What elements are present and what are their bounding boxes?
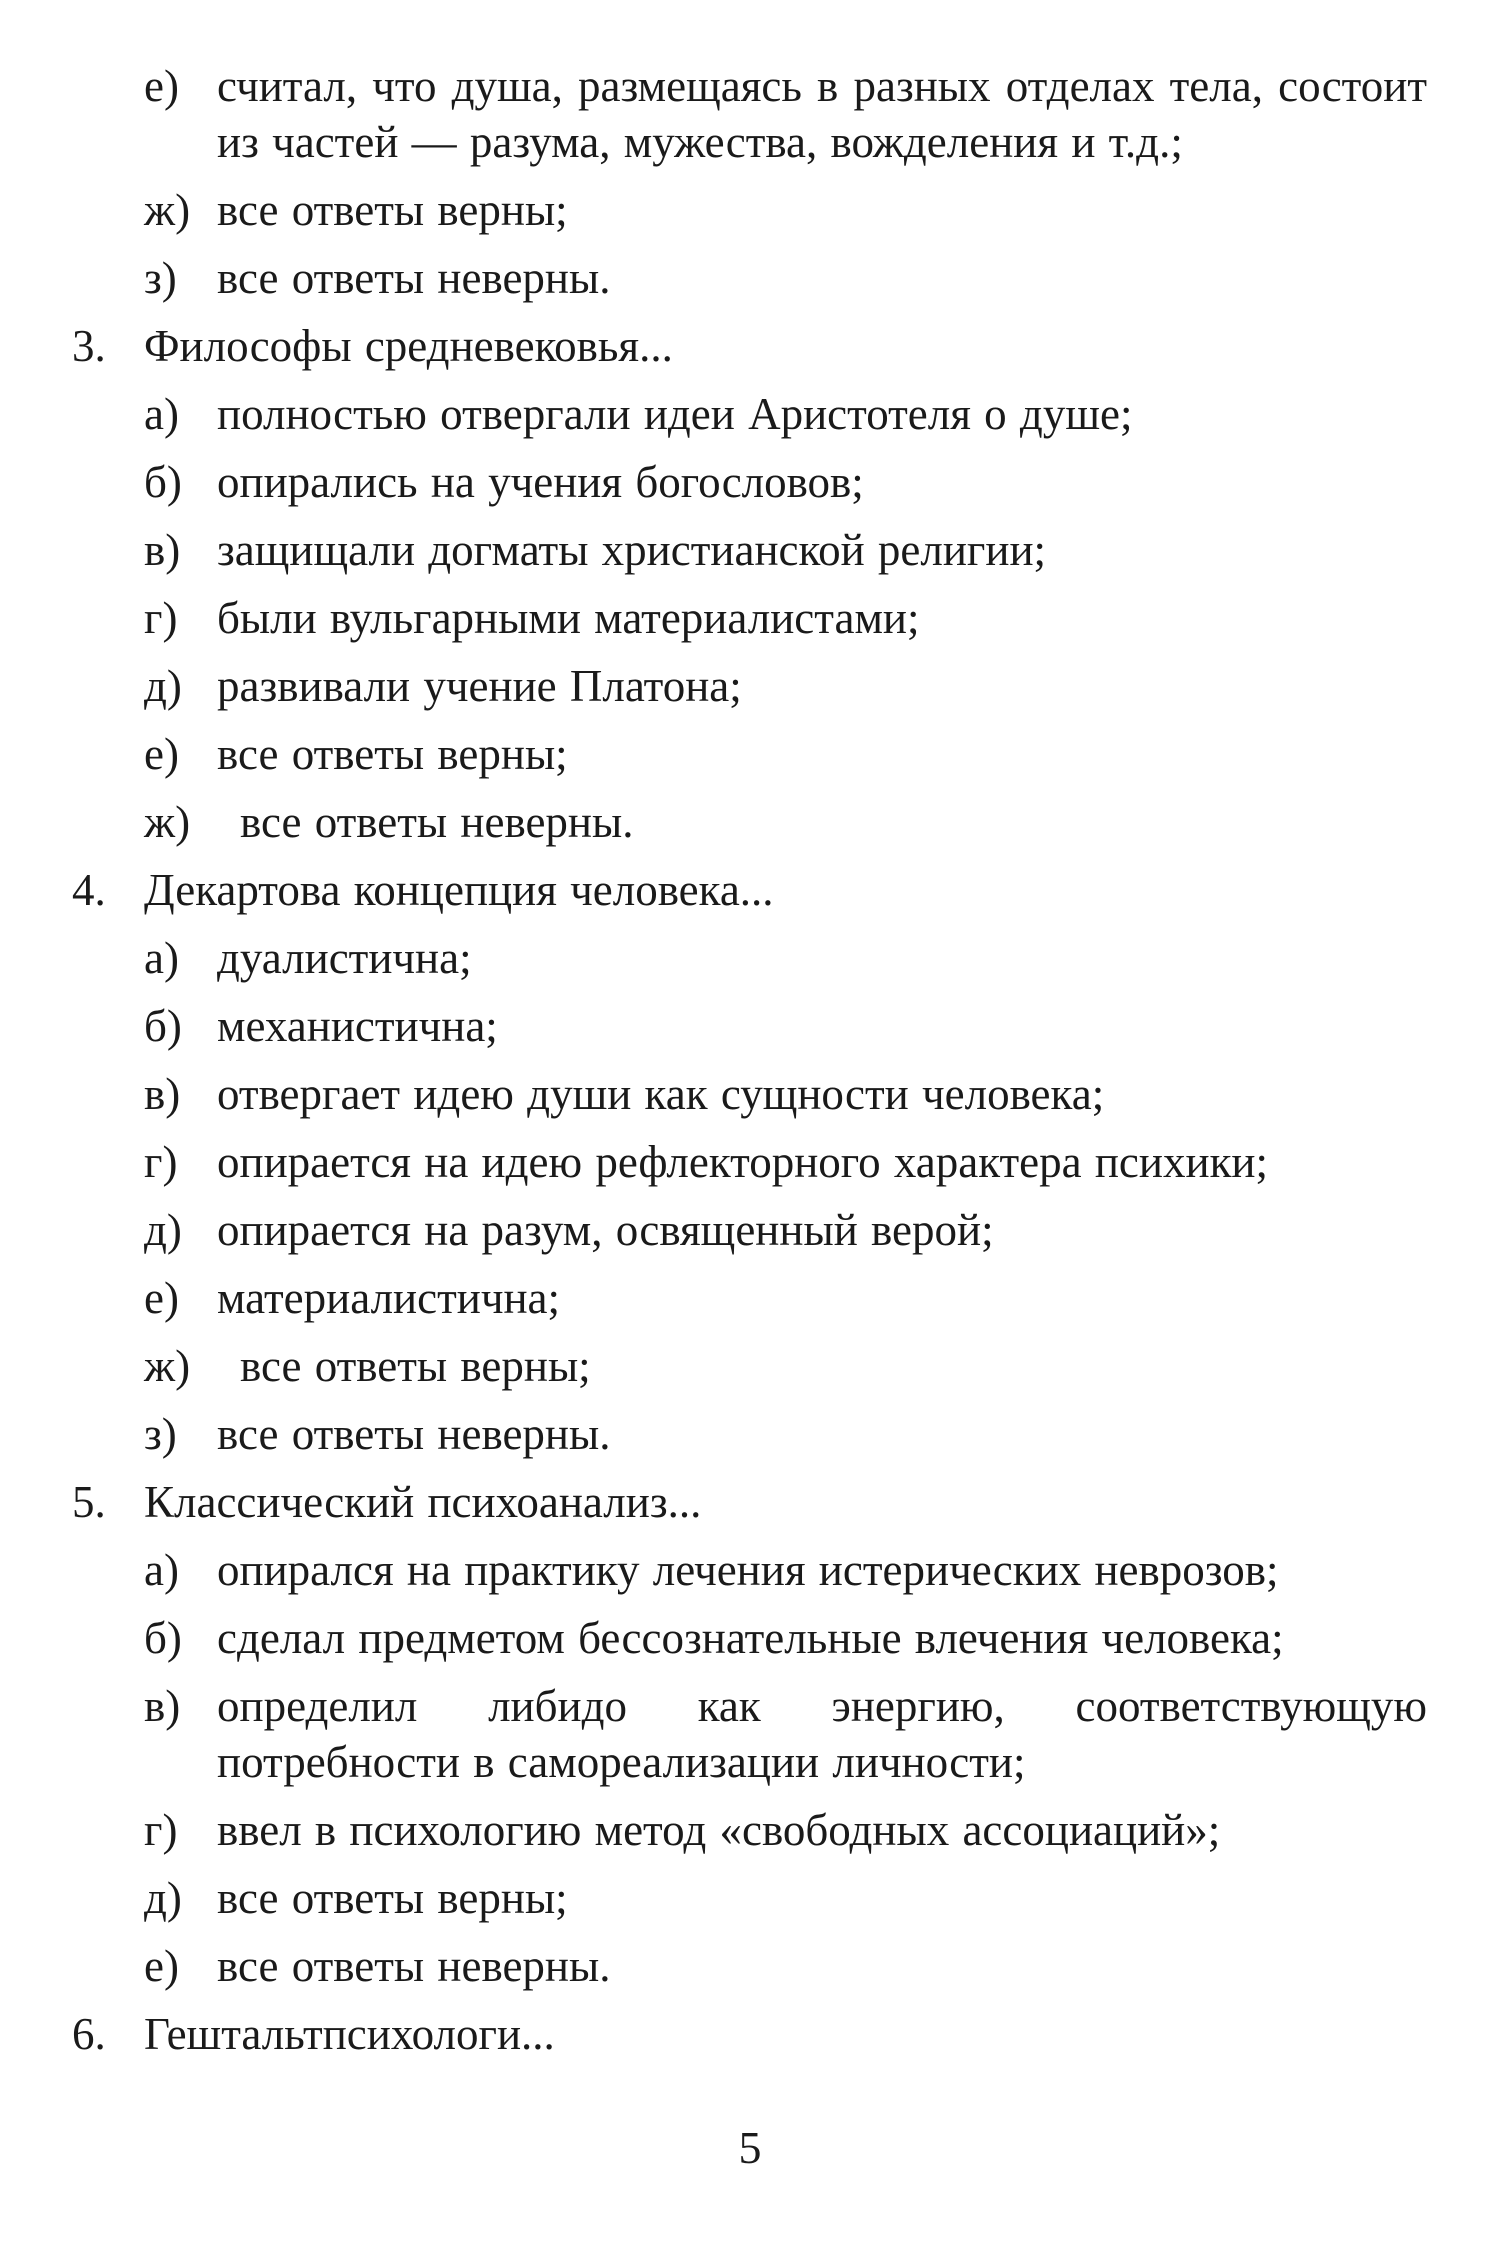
question-number: 5.: [72, 1477, 106, 1527]
option-text: опирается на идею рефлекторного характера психики;: [217, 1137, 1269, 1187]
option-text: считал, что душа, размещаясь в разных отделах тела, состоит из частей — разума, мужества, вожделения и т.д.;: [217, 61, 1427, 167]
option-5e: [72, 1938, 1427, 1994]
option-text: дуалистична;: [217, 933, 472, 983]
option-3e: [72, 726, 1427, 782]
option-text: все ответы верны;: [217, 185, 568, 235]
option-letter: б): [144, 1001, 182, 1051]
question-number: 4.: [72, 865, 106, 915]
option-text: все ответы верны;: [217, 1873, 568, 1923]
option-2zh: [72, 182, 1427, 238]
option-letter: з): [144, 1409, 177, 1459]
question-6: [72, 2006, 1427, 2062]
option-letter: г): [144, 1137, 178, 1187]
option-letter: е): [144, 61, 179, 111]
question-text: Гештальтпсихологи...: [144, 2009, 555, 2059]
option-letter: ж): [144, 1341, 191, 1391]
option-text: все ответы неверны.: [217, 253, 611, 303]
question-number: 3.: [72, 321, 106, 371]
option-4b: [72, 998, 1427, 1054]
option-letter: е): [144, 729, 179, 779]
option-4a: [72, 930, 1427, 986]
option-4z: [72, 1406, 1427, 1462]
option-letter: б): [144, 457, 182, 507]
option-letter: г): [144, 1805, 178, 1855]
option-text: все ответы верны;: [217, 729, 568, 779]
option-letter: б): [144, 1613, 182, 1663]
option-text: ввел в психологию метод «свободных ассоциаций»;: [217, 1805, 1221, 1855]
option-5v: [72, 1678, 1427, 1790]
option-letter: в): [144, 1069, 181, 1119]
question-5: [72, 1474, 1427, 1530]
option-3a: [72, 386, 1427, 442]
test-questions: [72, 58, 1427, 2074]
option-text: все ответы неверны.: [217, 1409, 611, 1459]
option-4zh: [72, 1338, 1427, 1394]
option-3zh: [72, 794, 1427, 850]
option-letter: г): [144, 593, 178, 643]
page-number: 5: [738, 2122, 762, 2173]
option-text: опирается на разум, освященный верой;: [217, 1205, 994, 1255]
option-3d: [72, 658, 1427, 714]
question-text: Философы средневековья...: [144, 321, 673, 371]
option-letter: ж): [144, 185, 191, 235]
option-text: отвергает идею души как сущности человека;: [217, 1069, 1105, 1119]
option-3v: [72, 522, 1427, 578]
option-letter: а): [144, 389, 179, 439]
option-4e: [72, 1270, 1427, 1326]
option-letter: е): [144, 1273, 179, 1323]
question-number: 6.: [72, 2009, 106, 2059]
question-text: Классический психоанализ...: [144, 1477, 702, 1527]
option-4g: [72, 1134, 1427, 1190]
option-4d: [72, 1202, 1427, 1258]
option-text: механистична;: [217, 1001, 498, 1051]
option-5a: [72, 1542, 1427, 1598]
option-text: материалистична;: [217, 1273, 561, 1323]
option-text: все ответы неверны.: [217, 1941, 611, 1991]
option-2e: [72, 58, 1427, 170]
option-text: полностью отвергали идеи Аристотеля о душе;: [217, 389, 1133, 439]
option-3g: [72, 590, 1427, 646]
option-letter: а): [144, 1545, 179, 1595]
option-letter: д): [144, 1873, 182, 1923]
option-4v: [72, 1066, 1427, 1122]
option-text: защищали догматы христианской религии;: [217, 525, 1047, 575]
option-text: были вульгарными материалистами;: [217, 593, 920, 643]
option-3b: [72, 454, 1427, 510]
question-3: [72, 318, 1427, 374]
option-letter: д): [144, 1205, 182, 1255]
option-5g: [72, 1802, 1427, 1858]
option-text: все ответы неверны.: [240, 797, 634, 847]
option-text: сделал предметом бессознательные влечения человека;: [217, 1613, 1284, 1663]
option-text: опирался на практику лечения истерических неврозов;: [217, 1545, 1279, 1595]
option-letter: е): [144, 1941, 179, 1991]
option-2z: [72, 250, 1427, 306]
question-text: Декартова концепция человека...: [144, 865, 774, 915]
option-letter: д): [144, 661, 182, 711]
question-4: [72, 862, 1427, 918]
option-text: все ответы верны;: [240, 1341, 591, 1391]
option-letter: ж): [144, 797, 191, 847]
option-letter: а): [144, 933, 179, 983]
option-5b: [72, 1610, 1427, 1666]
option-letter: в): [144, 525, 181, 575]
option-5d: [72, 1870, 1427, 1926]
option-letter: з): [144, 253, 177, 303]
option-text: опирались на учения богословов;: [217, 457, 864, 507]
option-letter: в): [144, 1681, 181, 1731]
option-text: определил либидо как энергию, соответствующую потребности в самореализации личности;: [217, 1681, 1427, 1787]
option-text: развивали учение Платона;: [217, 661, 742, 711]
